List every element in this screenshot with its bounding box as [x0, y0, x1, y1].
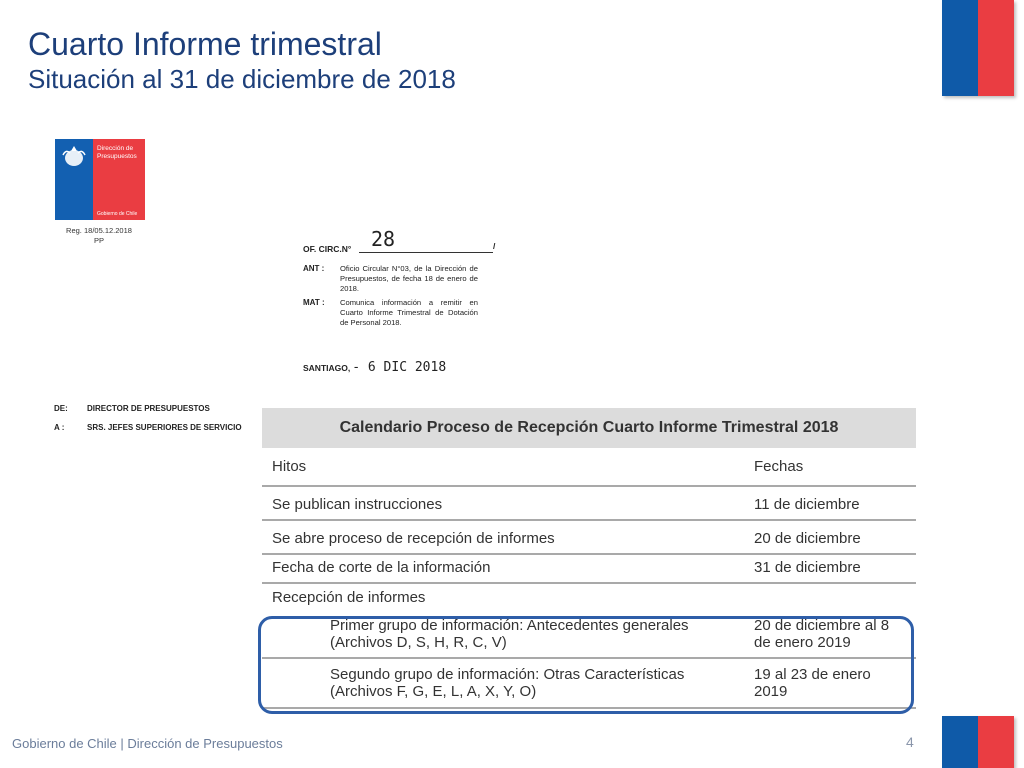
subrow-hito-line: Segundo grupo de información: Otras Características	[330, 666, 685, 683]
subrow-fecha-line: 2019	[754, 683, 788, 700]
to-row	[54, 423, 262, 432]
mat-text: Comunica información a remitir en Cuarto Informe Trimestral de Dotación de Personal 2018.	[340, 298, 478, 327]
subrow-hito-line: Primer grupo de información: Antecedentes generales	[330, 617, 689, 634]
subrow-fecha-line: 19 al 23 de enero	[754, 666, 871, 683]
flag-red-stripe	[978, 716, 1014, 768]
flag-red-stripe	[978, 0, 1014, 96]
row-fecha: 11 de diciembre	[754, 496, 860, 513]
flag-decoration-top	[942, 0, 1014, 96]
row-hito: Se abre proceso de recepción de informes	[272, 530, 555, 547]
calendar-row	[262, 487, 916, 521]
circular-label: OF. CIRC.N°	[303, 244, 352, 254]
ant-key: ANT :	[303, 264, 325, 273]
row-fecha: 20 de diciembre	[754, 530, 861, 547]
highlight-box	[258, 616, 914, 714]
circular-underline	[359, 252, 493, 253]
reg-line-1: Reg. 18/05.12.2018	[66, 226, 132, 235]
santiago-date: - 6 DIC 2018	[352, 360, 447, 375]
header-fechas: Fechas	[754, 458, 804, 475]
logo-text	[97, 145, 137, 161]
logo-line-2: Presupuestos	[97, 152, 137, 160]
calendar-header-row	[262, 448, 916, 487]
row-fecha: 31 de diciembre	[754, 559, 861, 576]
subrow-fecha-line: 20 de diciembre al 8	[754, 617, 890, 634]
coat-of-arms-icon	[60, 145, 88, 169]
calendar-row	[262, 521, 916, 555]
row-hito: Se publican instrucciones	[272, 496, 443, 513]
logo-bottom-text: Gobierno de Chile	[97, 211, 138, 217]
calendar-row	[262, 584, 916, 613]
flag-blue-stripe	[942, 0, 978, 96]
page-number: 4	[906, 734, 914, 750]
registration-note	[62, 226, 136, 246]
circular-number: 28	[371, 227, 396, 251]
calendar-row	[262, 555, 916, 584]
from-row	[54, 404, 210, 413]
from-value: DIRECTOR DE PRESUPUESTOS	[87, 404, 210, 413]
dipres-logo	[55, 139, 145, 220]
flag-blue-stripe	[942, 716, 978, 768]
santiago-label: SANTIAGO,	[303, 363, 351, 373]
flag-decoration-bottom	[942, 716, 1014, 768]
reg-line-2: PP	[93, 236, 104, 246]
subrow-fecha-line: de enero 2019	[754, 634, 851, 651]
header-hitos: Hitos	[272, 458, 307, 475]
row-hito: Fecha de corte de la información	[272, 559, 491, 576]
subrow-hito-line: (Archivos F, G, E, L, A, X, Y, O)	[330, 683, 537, 700]
logo-line-1: Dirección de	[97, 145, 134, 152]
santiago-date-line	[303, 360, 446, 375]
calendar-title: Calendario Proceso de Recepción Cuarto Informe Trimestral 2018	[262, 408, 916, 448]
from-key: DE:	[54, 404, 68, 413]
ant-text: Oficio Circular N°03, de la Dirección de Presupuestos, de fecha 18 de enero de 2018.	[340, 264, 478, 293]
slide-subtitle: Situación al 31 de diciembre de 2018	[28, 64, 456, 94]
row-hito: Recepción de informes	[272, 589, 426, 606]
slide-title: Cuarto Informe trimestral	[28, 26, 382, 62]
subrow-hito-line: (Archivos D, S, H, R, C, V)	[330, 634, 507, 651]
logo-red-panel	[93, 139, 145, 220]
slide-footer: Gobierno de Chile | Dirección de Presupuestos	[12, 736, 283, 751]
logo-blue-panel	[55, 139, 93, 220]
to-key: A :	[54, 423, 65, 432]
mat-key: MAT :	[303, 298, 325, 307]
circular-slash: /	[493, 241, 496, 251]
to-value: SRS. JEFES SUPERIORES DE SERVICIO	[87, 423, 242, 432]
